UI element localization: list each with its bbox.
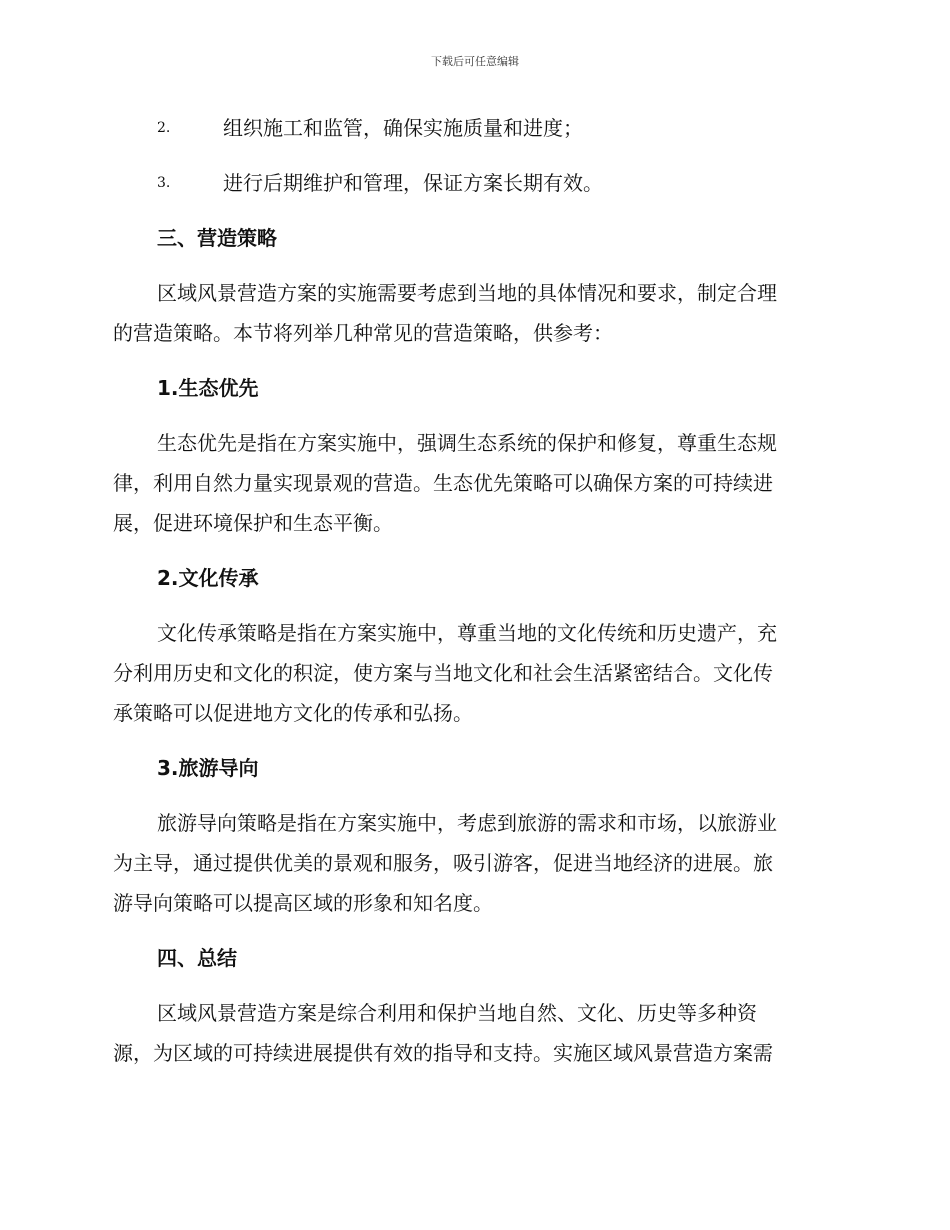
paragraph-line: 的营造策略。本节将列举几种常见的营造策略，供参考： (113, 321, 613, 345)
list-text: 组织施工和监管，确保实施质量和进度； (223, 116, 583, 140)
paragraph-line: 源，为区域的可持续进展提供有效的指导和支持。实施区域风景营造方案需 (113, 1041, 773, 1065)
paragraph-line: 区域风景营造方案的实施需要考虑到当地的具体情况和要求，制定合理 (157, 281, 777, 305)
list-text: 进行后期维护和管理，保证方案长期有效。 (223, 171, 603, 195)
paragraph-line: 承策略可以促进地方文化的传承和弘扬。 (113, 701, 473, 725)
paragraph-line: 游导向策略可以提高区域的形象和知名度。 (113, 891, 493, 915)
list-item-2 (113, 108, 833, 148)
subheading-tourism-oriented: 3.旅游导向 (157, 756, 259, 780)
section-heading-strategy: 三、营造策略 (157, 226, 277, 250)
section-heading-summary: 四、总结 (157, 946, 237, 970)
list-number: 3. (157, 175, 171, 191)
paragraph-line: 律，利用自然力量实现景观的营造。生态优先策略可以确保方案的可持续进 (113, 471, 773, 495)
paragraph-line: 区域风景营造方案是综合利用和保护当地自然、文化、历史等多种资 (157, 1001, 757, 1025)
paragraph-line: 生态优先是指在方案实施中，强调生态系统的保护和修复，尊重生态规 (157, 431, 777, 455)
paragraph-line: 文化传承策略是指在方案实施中，尊重当地的文化传统和历史遗产，充 (157, 621, 777, 645)
subheading-cultural-heritage: 2.文化传承 (157, 566, 259, 590)
tourism-paragraph (113, 803, 833, 923)
list-item-3 (113, 163, 833, 203)
list-number: 2. (157, 120, 171, 136)
paragraph-line: 为主导，通过提供优美的景观和服务，吸引游客，促进当地经济的进展。旅 (113, 851, 773, 875)
ecology-paragraph (113, 423, 833, 543)
subheading-ecology-first: 1.生态优先 (157, 376, 259, 400)
paragraph-line: 分利用历史和文化的积淀，使方案与当地文化和社会生活紧密结合。文化传 (113, 661, 773, 685)
paragraph-line: 展，促进环境保护和生态平衡。 (113, 511, 393, 535)
section-intro-paragraph (113, 273, 833, 353)
paragraph-line: 旅游导向策略是指在方案实施中，考虑到旅游的需求和市场，以旅游业 (157, 811, 777, 835)
document-body (113, 108, 833, 1088)
summary-paragraph (113, 993, 833, 1073)
page-header: 下载后可任意编辑 (431, 55, 519, 68)
culture-paragraph (113, 613, 833, 733)
